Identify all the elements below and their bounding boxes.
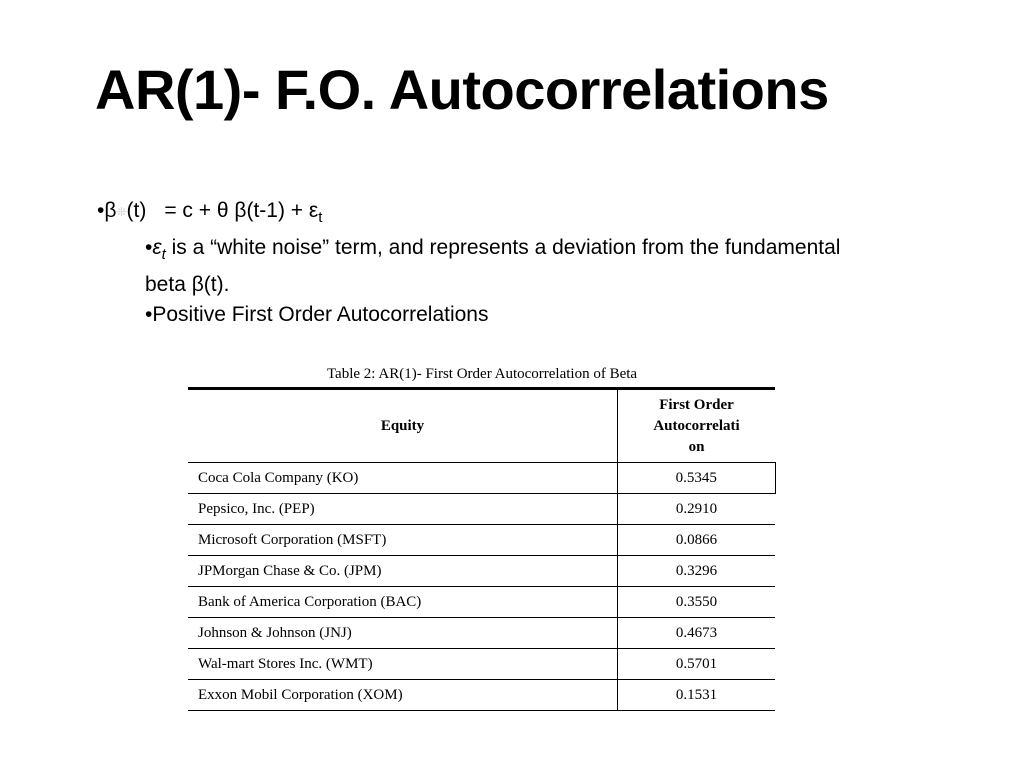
autocorrelation-header-line3: on <box>688 438 705 455</box>
autocorrelation-value: 0.0866 <box>618 525 776 556</box>
sub-bullet-white-noise <box>145 233 865 300</box>
table-row <box>188 556 775 587</box>
autocorrelation-header-line1: First Order <box>659 396 734 413</box>
bullet-beta: •β <box>97 199 117 222</box>
epsilon-t-subscript: t <box>161 246 166 263</box>
table-row <box>188 463 775 494</box>
equity-name: Microsoft Corporation (MSFT) <box>188 525 618 556</box>
autocorrelation-value: 0.5701 <box>618 649 776 680</box>
equity-name: Coca Cola Company (KO) <box>188 463 618 494</box>
table-row <box>188 494 775 525</box>
bullet-list <box>97 196 865 330</box>
bullet-t: (t) <box>126 199 147 222</box>
equity-name: Johnson & Johnson (JNJ) <box>188 618 618 649</box>
table-row <box>188 680 775 711</box>
white-noise-text: is a “white noise” term, and represents a deviation from the fundamental beta β(t). <box>145 236 841 296</box>
table-row <box>188 618 775 649</box>
epsilon-symbol: ε <box>152 236 162 259</box>
table-row <box>188 587 775 618</box>
autocorrelation-value: 0.3296 <box>618 556 776 587</box>
table-caption: Table 2: AR(1)- First Order Autocorrelation of Beta <box>326 366 638 382</box>
sub-bullet-list <box>145 233 865 330</box>
autocorrelation-header <box>618 389 776 463</box>
sub-bullet-marker: • <box>145 236 153 259</box>
epsilon-subscript: t <box>318 209 323 226</box>
bullet-equation <box>97 196 865 233</box>
table-header-row <box>188 389 775 463</box>
autocorrelation-value: 0.5345 <box>618 463 776 494</box>
table-row <box>188 525 775 556</box>
table-row <box>188 649 775 680</box>
equity-name: Pepsico, Inc. (PEP) <box>188 494 618 525</box>
equity-header: Equity <box>188 389 618 463</box>
autocorrelation-header-line2: Autocorrelati <box>653 417 740 434</box>
equation-rhs: = c + θ β(t-1) + ε <box>164 199 319 222</box>
equity-name: Exxon Mobil Corporation (XOM) <box>188 680 618 711</box>
equity-name: Bank of America Corporation (BAC) <box>188 587 618 618</box>
autocorrelation-value: 0.4673 <box>618 618 776 649</box>
autocorrelation-value: 0.3550 <box>618 587 776 618</box>
sub-bullet-positive: •Positive First Order Autocorrelations <box>145 303 489 326</box>
autocorrelation-value: 0.2910 <box>618 494 776 525</box>
placeholder-glyph-icon: ❊ <box>116 205 127 219</box>
equity-name: Wal-mart Stores Inc. (WMT) <box>188 649 618 680</box>
equity-name: JPMorgan Chase & Co. (JPM) <box>188 556 618 587</box>
slide-title: AR(1)- F.O. Autocorrelations <box>95 58 829 121</box>
autocorrelation-value: 0.1531 <box>618 680 776 711</box>
autocorrelation-table <box>188 387 776 711</box>
